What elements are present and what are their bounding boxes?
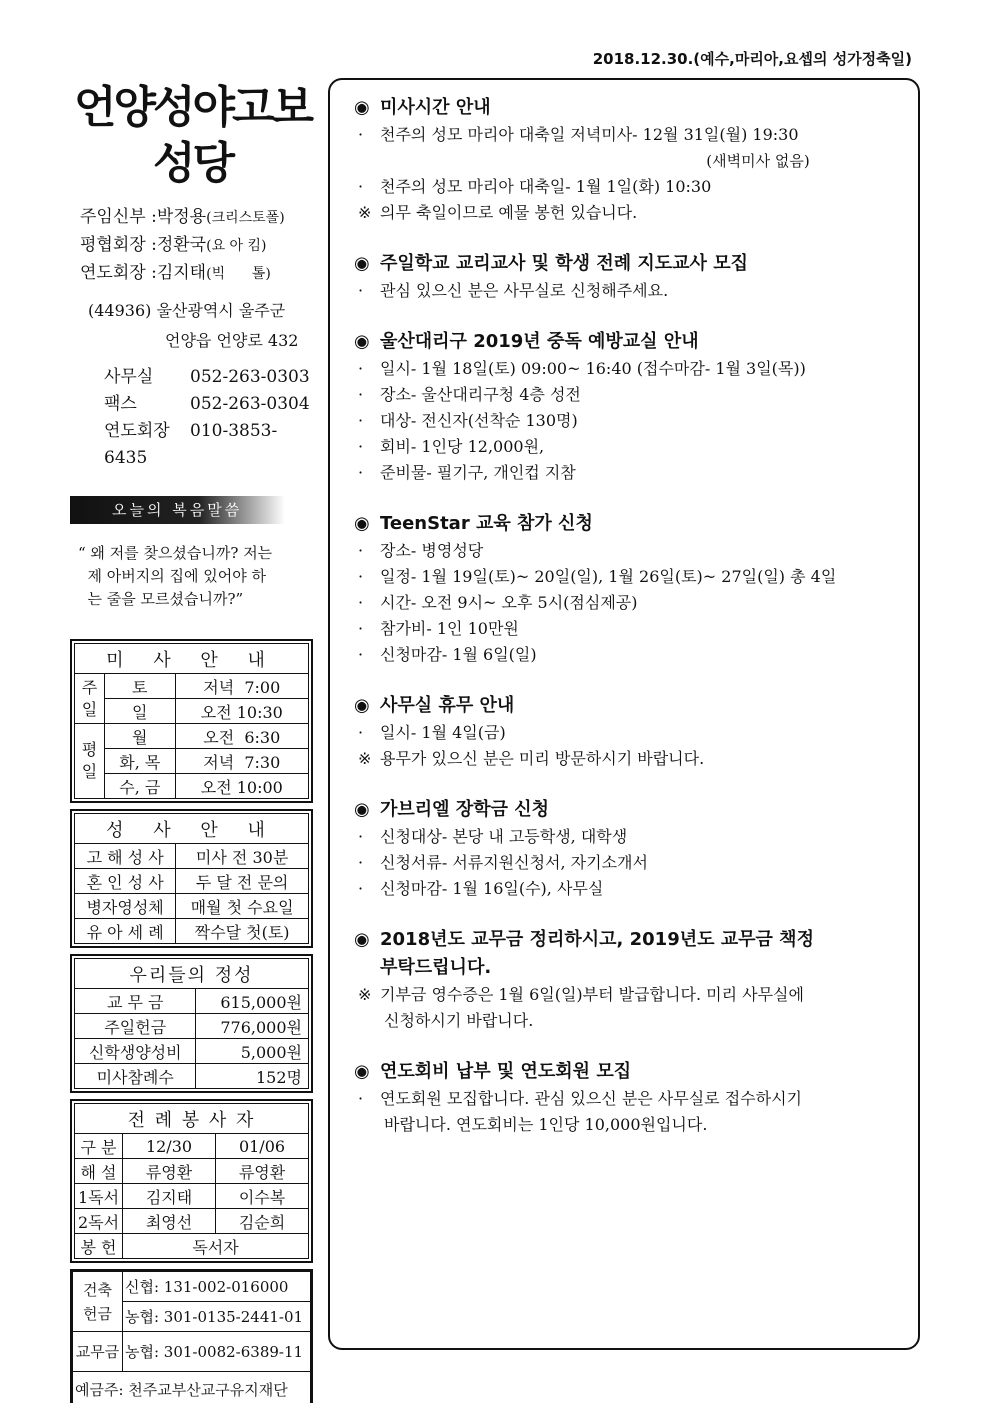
- mass-time: 저녁 7:30: [175, 749, 308, 774]
- notice-section: [354, 510, 902, 668]
- mass-day: 월: [105, 724, 176, 749]
- table-row: [75, 869, 309, 894]
- account-holder: 예금주: 천주교부산교구유지재단: [73, 1372, 311, 1403]
- weekday-label: 평 일: [75, 724, 105, 799]
- notice-mark-icon: ◉: [354, 513, 370, 534]
- notice-line: [354, 564, 902, 590]
- table-row: [75, 1014, 309, 1039]
- mass-day: 토: [105, 674, 176, 699]
- parish-name-line1: 언양성야고보: [73, 82, 312, 133]
- notice-line: [354, 720, 902, 746]
- bullet: ·: [358, 411, 364, 430]
- bullet: ·: [358, 125, 364, 144]
- table-row: [75, 724, 309, 749]
- mass-time: 오전 10:30: [175, 699, 308, 724]
- notice-text: 기부금 영수증은 1월 6일(일)부터 발급합니다. 미리 사무실에: [380, 985, 804, 1004]
- table-row: [75, 774, 309, 799]
- staff-name: 정환국: [156, 235, 207, 255]
- liturgy-person: 김지태: [123, 1184, 216, 1209]
- sacrament-name: 유 아 세 례: [75, 919, 176, 944]
- bank-account: 농협: 301-0082-6389-11: [123, 1332, 311, 1372]
- offering-amount: 5,000원: [196, 1039, 309, 1064]
- mass-day: 수, 금: [105, 774, 176, 799]
- phone-row: [104, 364, 315, 391]
- mass-schedule-table: [70, 639, 313, 803]
- liturgy-person: 최영선: [123, 1209, 216, 1234]
- table-row: [75, 1159, 309, 1184]
- liturgy-person: 김순희: [216, 1209, 309, 1234]
- staff-role: 평협회장 :: [80, 235, 157, 255]
- notice-text: 준비물- 필기구, 개인컵 지참: [380, 463, 576, 482]
- notice-line: [354, 408, 902, 434]
- building-fund-label: 건축 헌금: [73, 1272, 123, 1332]
- liturgy-person: 류영환: [123, 1159, 216, 1184]
- bullet: ·: [358, 593, 364, 612]
- liturgy-role: 2독서: [75, 1209, 123, 1234]
- phone-label: 팩스: [104, 394, 137, 414]
- notice-title: [354, 1058, 902, 1086]
- notice-text: 일시- 1월 4일(금): [380, 723, 506, 742]
- liturgy-person: 독서자: [123, 1234, 309, 1259]
- bank-accounts: [70, 1269, 313, 1403]
- sacrament-name: 병자영성체: [75, 894, 176, 919]
- bullet: ·: [358, 853, 364, 872]
- notice-line: [354, 1086, 902, 1112]
- left-column: [70, 80, 315, 1403]
- notice-text: 신청대상- 본당 내 고등학생, 대학생: [380, 827, 628, 846]
- bullet: ·: [358, 463, 364, 482]
- notice-title: [354, 926, 902, 954]
- mass-table-title: 미 사 안 내: [75, 644, 309, 674]
- phone-label: 연도회장: [104, 421, 170, 441]
- notice-line: [354, 148, 902, 174]
- notice-text: 의무 축일이므로 예물 봉헌 있습니다.: [380, 203, 638, 222]
- notice-text: 시간- 오전 9시~ 오후 5시(점심제공): [380, 593, 638, 612]
- bullet: ※: [358, 749, 372, 768]
- bullet: ·: [358, 1089, 364, 1108]
- table-row: [75, 699, 309, 724]
- staff-row: [80, 260, 315, 288]
- liturgy-header-date: 01/06: [216, 1134, 309, 1159]
- bullet: ·: [358, 879, 364, 898]
- table-row: [75, 644, 309, 674]
- sacrament-table: [70, 809, 313, 948]
- staff-list: [70, 204, 315, 288]
- staff-baptismal-name: (크리스토폴): [206, 210, 285, 226]
- notice-title: [354, 250, 902, 278]
- notice-section: [354, 94, 902, 226]
- phone-row: [104, 391, 315, 418]
- liturgy-header-date: 12/30: [123, 1134, 216, 1159]
- mass-day: 일: [105, 699, 176, 724]
- notice-title-text: TeenStar 교육 참가 신청: [380, 513, 593, 534]
- tithe-label: 교무금: [73, 1332, 123, 1372]
- table-row: [73, 1272, 311, 1302]
- notice-mark-icon: ◉: [354, 1061, 370, 1082]
- notice-mark-icon: ◉: [354, 331, 370, 352]
- notice-text: 연도회원 모집합니다. 관심 있으신 분은 사무실로 접수하시기: [380, 1089, 803, 1108]
- staff-baptismal-name: (빅 톨): [206, 266, 271, 282]
- phone-row: [104, 418, 315, 472]
- bullet: ※: [358, 203, 372, 222]
- sacrament-name: 혼 인 성 사: [75, 869, 176, 894]
- table-row: [75, 1184, 309, 1209]
- mass-time: 오전 10:00: [175, 774, 308, 799]
- notice-line: [354, 200, 902, 226]
- offering-name: 교 무 금: [75, 989, 196, 1014]
- notice-text: 천주의 성모 마리아 대축일- 1월 1일(화) 10:30: [380, 177, 712, 196]
- notice-line: [354, 356, 902, 382]
- notice-line: [354, 590, 902, 616]
- mass-time: 저녁 7:00: [175, 674, 308, 699]
- offering-table-title: 우리들의 정성: [75, 959, 309, 989]
- gospel-line: 제 아버지의 집에 있어야 하: [78, 567, 266, 585]
- table-row: [75, 919, 309, 944]
- notice-line: [354, 1112, 902, 1138]
- table-row: [75, 674, 309, 699]
- table-row: [75, 894, 309, 919]
- notice-text: 관심 있으신 분은 사무실로 신청해주세요.: [380, 281, 669, 300]
- notice-line: [354, 616, 902, 642]
- notice-text: 용무가 있으신 분은 미리 방문하시기 바랍니다.: [380, 749, 705, 768]
- staff-row: [80, 204, 315, 232]
- notice-line: [354, 982, 902, 1008]
- notice-text: (새벽미사 없음): [706, 152, 810, 170]
- notice-title-text: 울산대리구 2019년 중독 예방교실 안내: [380, 331, 699, 352]
- bullet: ·: [358, 541, 364, 560]
- notice-text: 참가비- 1인 10만원: [380, 619, 519, 638]
- notice-line: [354, 876, 902, 902]
- liturgy-role: 해 설: [75, 1159, 123, 1184]
- sacrament-info: 매월 첫 수요일: [176, 894, 309, 919]
- gospel-heading: 오늘의 복음말씀: [70, 496, 285, 524]
- notice-line: [354, 434, 902, 460]
- gospel-text: [70, 542, 315, 611]
- notice-section: [354, 926, 902, 1034]
- notice-line: [354, 382, 902, 408]
- notice-line: [354, 174, 902, 200]
- bullet: ·: [358, 359, 364, 378]
- bullet: ·: [358, 281, 364, 300]
- bullet: ·: [358, 567, 364, 586]
- notice-section: [354, 328, 902, 486]
- issue-date: 2018.12.30.(예수,마리아,요셉의 성가정축일): [592, 50, 912, 68]
- notice-text: 회비- 1인당 12,000원,: [380, 437, 545, 456]
- notice-line: [354, 538, 902, 564]
- staff-role: 연도회장 :: [80, 263, 157, 283]
- notice-line: [354, 746, 902, 772]
- notice-title: [354, 692, 902, 720]
- bullet: ·: [358, 385, 364, 404]
- phone-number: 010-3853-6435: [104, 421, 278, 468]
- notice-text: 장소- 병영성당: [380, 541, 484, 560]
- phone-label: 사무실: [104, 367, 154, 387]
- offering-amount: 615,000원: [196, 989, 309, 1014]
- offering-name: 주일헌금: [75, 1014, 196, 1039]
- offering-amount: 776,000원: [196, 1014, 309, 1039]
- liturgy-person: 이수복: [216, 1184, 309, 1209]
- staff-role: 주임신부 :: [80, 207, 157, 227]
- table-row: [73, 1332, 311, 1372]
- notice-text: 바랍니다. 연도회비는 1인당 10,000원입니다.: [384, 1115, 708, 1134]
- table-row: [75, 1039, 309, 1064]
- table-row: [73, 1372, 311, 1403]
- notice-title-cont: [354, 954, 902, 982]
- notice-title-text: 연도회비 납부 및 연도회원 모집: [380, 1061, 632, 1082]
- sacrament-info: 두 달 전 문의: [176, 869, 309, 894]
- bank-account: 농협: 301-0135-2441-01: [123, 1302, 311, 1332]
- notice-text: 신청마감- 1월 6일(일): [380, 645, 537, 664]
- parish-name: [70, 80, 315, 192]
- liturgy-person: 류영환: [216, 1159, 309, 1184]
- bullet: ·: [358, 177, 364, 196]
- notice-title-text: 가브리엘 장학금 신청: [380, 799, 550, 820]
- notice-title: [354, 94, 902, 122]
- table-row: [75, 749, 309, 774]
- bank-account: 신협: 131-002-016000: [123, 1272, 311, 1302]
- phone-number: 052-263-0303: [190, 367, 310, 387]
- notice-line: [354, 122, 902, 148]
- staff-name: 박정용: [156, 207, 207, 227]
- liturgy-table: [70, 1099, 313, 1263]
- parish-name-line2: 성당: [152, 138, 232, 189]
- notice-line: [354, 1008, 902, 1034]
- table-row: [75, 1209, 309, 1234]
- notice-board: [328, 78, 920, 1350]
- liturgy-header-role: 구 분: [75, 1134, 123, 1159]
- bullet: ·: [358, 827, 364, 846]
- notice-mark-icon: ◉: [354, 97, 370, 118]
- notice-title: [354, 510, 902, 538]
- notice-title-text: 주일학교 교리교사 및 학생 전례 지도교사 모집: [380, 253, 748, 274]
- notice-text: 신청서류- 서류지원신청서, 자기소개서: [380, 853, 648, 872]
- table-row: [75, 959, 309, 989]
- notice-section: [354, 796, 902, 902]
- table-row: [75, 1104, 309, 1134]
- liturgy-role: 봉 헌: [75, 1234, 123, 1259]
- notice-title: [354, 796, 902, 824]
- notice-title-text: 사무실 휴무 안내: [380, 695, 515, 716]
- liturgy-role: 1독서: [75, 1184, 123, 1209]
- staff-baptismal-name: (요 아 킴): [206, 238, 267, 254]
- mass-day: 화, 목: [105, 749, 176, 774]
- notice-line: [354, 824, 902, 850]
- sacrament-name: 고 해 성 사: [75, 844, 176, 869]
- address: [70, 296, 315, 356]
- bullet: ·: [358, 645, 364, 664]
- notice-mark-icon: ◉: [354, 799, 370, 820]
- notice-line: [354, 642, 902, 668]
- offering-amount: 152명: [196, 1064, 309, 1089]
- notice-section: [354, 692, 902, 772]
- notice-section: [354, 250, 902, 304]
- staff-name: 김지태: [156, 263, 207, 283]
- notice-text: 대상- 전신자(선착순 130명): [380, 411, 578, 430]
- table-row: [75, 814, 309, 844]
- sunday-label: 주 일: [75, 674, 105, 724]
- notice-text: 신청마감- 1월 16일(수), 사무실: [380, 879, 604, 898]
- liturgy-table-title: 전 례 봉 사 자: [75, 1104, 309, 1134]
- notice-text: 신청하시기 바랍니다.: [384, 1011, 534, 1030]
- table-row: [75, 1234, 309, 1259]
- notice-text: 장소- 울산대리구청 4층 성전: [380, 385, 581, 404]
- table-row: [75, 1134, 309, 1159]
- staff-row: [80, 232, 315, 260]
- sacrament-info: 짝수달 첫(토): [176, 919, 309, 944]
- notice-title: [354, 328, 902, 356]
- bullet: ※: [358, 985, 372, 1004]
- notice-line: [354, 850, 902, 876]
- bullet: ·: [358, 619, 364, 638]
- table-row: [75, 989, 309, 1014]
- notice-title-text: 부탁드립니다.: [380, 957, 492, 978]
- table-row: [75, 844, 309, 869]
- notice-text: 일시- 1월 18일(토) 09:00~ 16:40 (접수마감- 1월 3일(목)): [380, 359, 806, 378]
- notice-mark-icon: ◉: [354, 695, 370, 716]
- notice-section: [354, 1058, 902, 1138]
- offering-name: 미사참례수: [75, 1064, 196, 1089]
- offering-table: [70, 954, 313, 1093]
- notice-text: 일정- 1월 19일(토)~ 20일(일), 1월 26일(토)~ 27일(일) 총 4일: [380, 567, 837, 586]
- notice-title-text: 미사시간 안내: [380, 97, 491, 118]
- notice-text: 천주의 성모 마리아 대축일 저녁미사- 12월 31일(월) 19:30: [380, 125, 799, 144]
- address-line1: (44936) 울산광역시 울주군: [88, 301, 286, 320]
- notice-line: [354, 460, 902, 486]
- table-row: [75, 1064, 309, 1089]
- sacrament-info: 미사 전 30분: [176, 844, 309, 869]
- bullet: ·: [358, 437, 364, 456]
- phone-number: 052-263-0304: [190, 394, 310, 414]
- notice-title-text: 2018년도 교무금 정리하시고, 2019년도 교무금 책정: [380, 929, 814, 950]
- bullet: ·: [358, 723, 364, 742]
- gospel-line: “ 왜 저를 찾으셨습니까? 저는: [78, 544, 273, 562]
- address-line2: 언양읍 언양로 432: [165, 331, 299, 350]
- gospel-line: 는 줄을 모르셨습니까?”: [78, 590, 244, 608]
- notice-line: [354, 278, 902, 304]
- offering-name: 신학생양성비: [75, 1039, 196, 1064]
- phone-list: [70, 364, 315, 472]
- sacrament-table-title: 성 사 안 내: [75, 814, 309, 844]
- notice-mark-icon: ◉: [354, 929, 370, 950]
- notice-mark-icon: ◉: [354, 253, 370, 274]
- mass-time: 오전 6:30: [175, 724, 308, 749]
